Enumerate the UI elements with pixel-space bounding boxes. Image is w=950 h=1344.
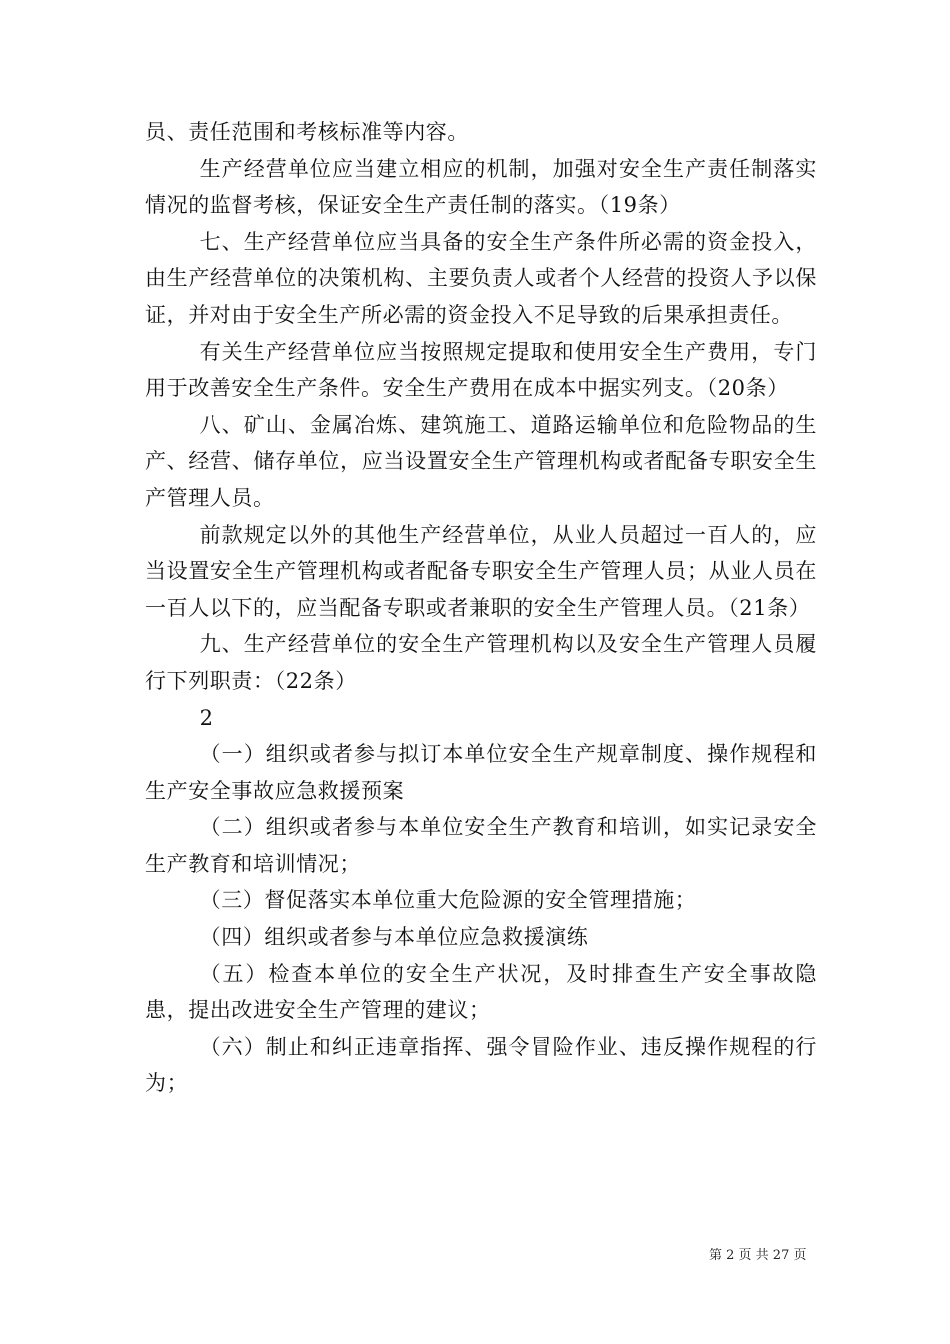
- page-number-footer: 第 2 页 共 27 页: [709, 1248, 807, 1263]
- paragraph-safety-cost: 有关生产经营单位应当按照规定提取和使用安全生产费用，专门用于改善安全生产条件。安全生产费用在成本中据实列支。（20条）: [145, 339, 817, 401]
- paragraph-responsibility-mechanism: 生产经营单位应当建立相应的机制，加强对安全生产责任制落实情况的监督考核，保证安全生产责任制的落实。（19条）: [145, 156, 817, 218]
- paragraph-other-units: 前款规定以外的其他生产经营单位，从业人员超过一百人的，应当设置安全生产管理机构或者配备专职安全生产管理人员；从业人员在一百人以下的，应当配备专职或者兼职的安全生产管理人员。（21条）: [145, 522, 817, 620]
- paragraph-item-8: 八、矿山、金属冶炼、建筑施工、道路运输单位和危险物品的生产、经营、储存单位，应当设置安全生产管理机构或者配备专职安全生产管理人员。: [145, 412, 817, 510]
- duty-item-4: （四）组织或者参与本单位应急救援演练: [199, 925, 589, 950]
- duty-item-3: （三）督促落实本单位重大危险源的安全管理措施；: [199, 888, 697, 913]
- paragraph-item-9: 九、生产经营单位的安全生产管理机构以及安全生产管理人员履行下列职责：（22条）: [145, 632, 817, 693]
- duty-item-5: （五）检查本单位的安全生产状况，及时排查生产安全事故隐患，提出改进安全生产管理的建议；: [145, 961, 817, 1023]
- duty-item-1: （一）组织或者参与拟订本单位安全生产规章制度、操作规程和生产安全事故应急救援预案: [145, 742, 817, 803]
- paragraph-continuation: 员、责任范围和考核标准等内容。: [145, 120, 469, 144]
- inline-number: 2: [199, 705, 214, 730]
- duty-item-2: （二）组织或者参与本单位安全生产教育和培训，如实记录安全生产教育和培训情况；: [145, 815, 817, 876]
- duty-item-6: （六）制止和纠正违章指挥、强令冒险作业、违反操作规程的行为；: [145, 1034, 817, 1096]
- paragraph-item-7: 七、生产经营单位应当具备的安全生产条件所必需的资金投入，由生产经营单位的决策机构、主要负责人或者个人经营的投资人予以保证，并对由于安全生产所必需的资金投入不足导致的后果承担责任。: [145, 229, 817, 327]
- document-body: [145, 114, 817, 1102]
